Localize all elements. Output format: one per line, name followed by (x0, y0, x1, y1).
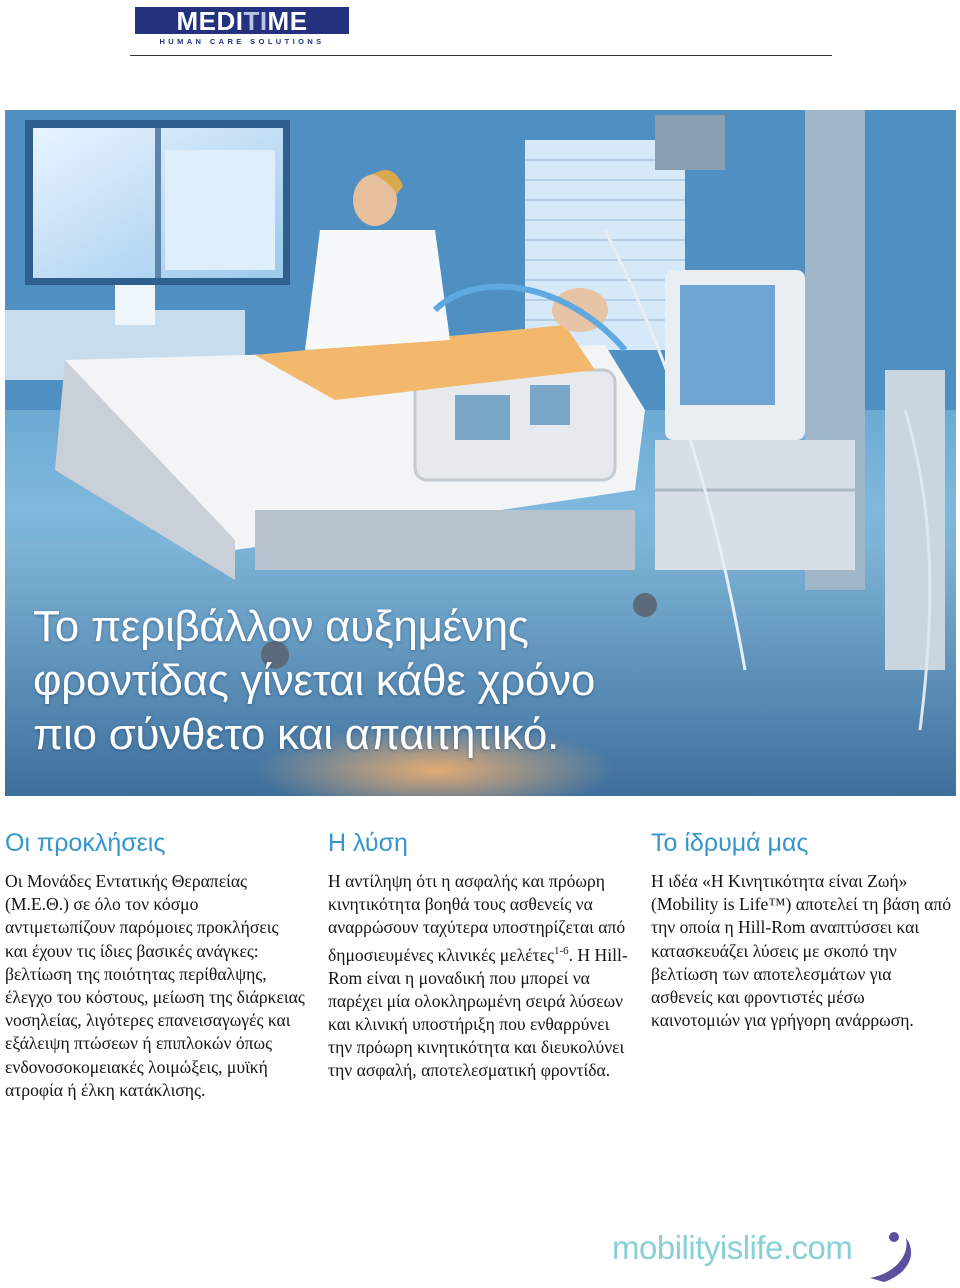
brand-wordmark: mobilityislife.com (612, 1229, 853, 1266)
reference-superscript: 1-6 (553, 944, 569, 957)
hero-headline-line: φροντίδας γίνεται κάθε χρόνο (33, 656, 596, 705)
challenges-heading: Οι προκλήσεις (5, 829, 166, 857)
solution-body (328, 870, 628, 1083)
challenges-body: Οι Μονάδες Εντατικής Θεραπείας (Μ.Ε.Θ.) σε όλο τον κόσμο αντιμετωπίζουν παρόμοιες προκλήσεις και έχουν τις ίδιες βασικές ανάγκες: βελτίωση της ποιότητας περίθαλψης, έλεγχο του κόστους, μείωση της διάρκειας νοσηλείας, λιγότερες επανεισαγωγές και εξάλειψη πτώσεων ή επιπλοκών όπως ενδονοσοκομειακές λοιμώξεις, μυϊκή ατροφία ή έλκη κατάκλισης. (5, 871, 305, 1100)
hero-headline (33, 600, 933, 762)
header-divider (130, 55, 832, 56)
foundation-heading: Το ίδρυμά μας (651, 829, 809, 857)
column-foundation (651, 826, 951, 1032)
mobilityislife-logo (612, 1228, 942, 1284)
brand-swoosh-icon (862, 1228, 932, 1284)
solution-heading: Η λύση (328, 829, 408, 857)
hero-headline-line: πιο σύνθετο και απαιτητικό. (33, 710, 559, 759)
hero-photo (5, 110, 956, 796)
foundation-body: Η ιδέα «Η Κινητικότητα είναι Ζωή» (Mobility is Life™) αποτελεί τη βάση από την οποία η Hill-Rom αναπτύσσει και κατασκευάζει λύσεις με σκοπό την βελτίωση των αποτελεσμάτων για ασθενείς και φροντιστές μέσω καινοτομιών για γρήγορη ανάρρωση. (651, 871, 952, 1031)
hero-headline-line: Το περιβάλλον αυξημένης (33, 602, 529, 651)
solution-body-part1: Η αντίληψη ότι η ασφαλής και πρόωρη κινητικότητα βοηθά τους ασθενείς να αναρρώσουν ταχύτερα υποστηρίζεται από δημοσιευμένες κλινικές μελέτες (328, 871, 626, 965)
column-challenges (5, 826, 305, 1102)
logo-wordmark: MEDITIME (176, 5, 308, 36)
logo-tagline: HUMAN CARE SOLUTIONS (159, 37, 325, 46)
column-solution (328, 826, 628, 1083)
logo-wordmark-box (135, 7, 349, 34)
solution-body-part2: . Η Hill-Rom είναι η μοναδική που μπορεί να παρέχει μία ολοκληρωμένη σειρά λύσεων και κλινική υποστήριξη που ενθαρρύνει την πρόωρη κινητικότητα και διευκολύνει την ασφαλή, αποτελεσματική φροντίδα. (328, 944, 628, 1081)
meditime-logo (135, 7, 349, 45)
